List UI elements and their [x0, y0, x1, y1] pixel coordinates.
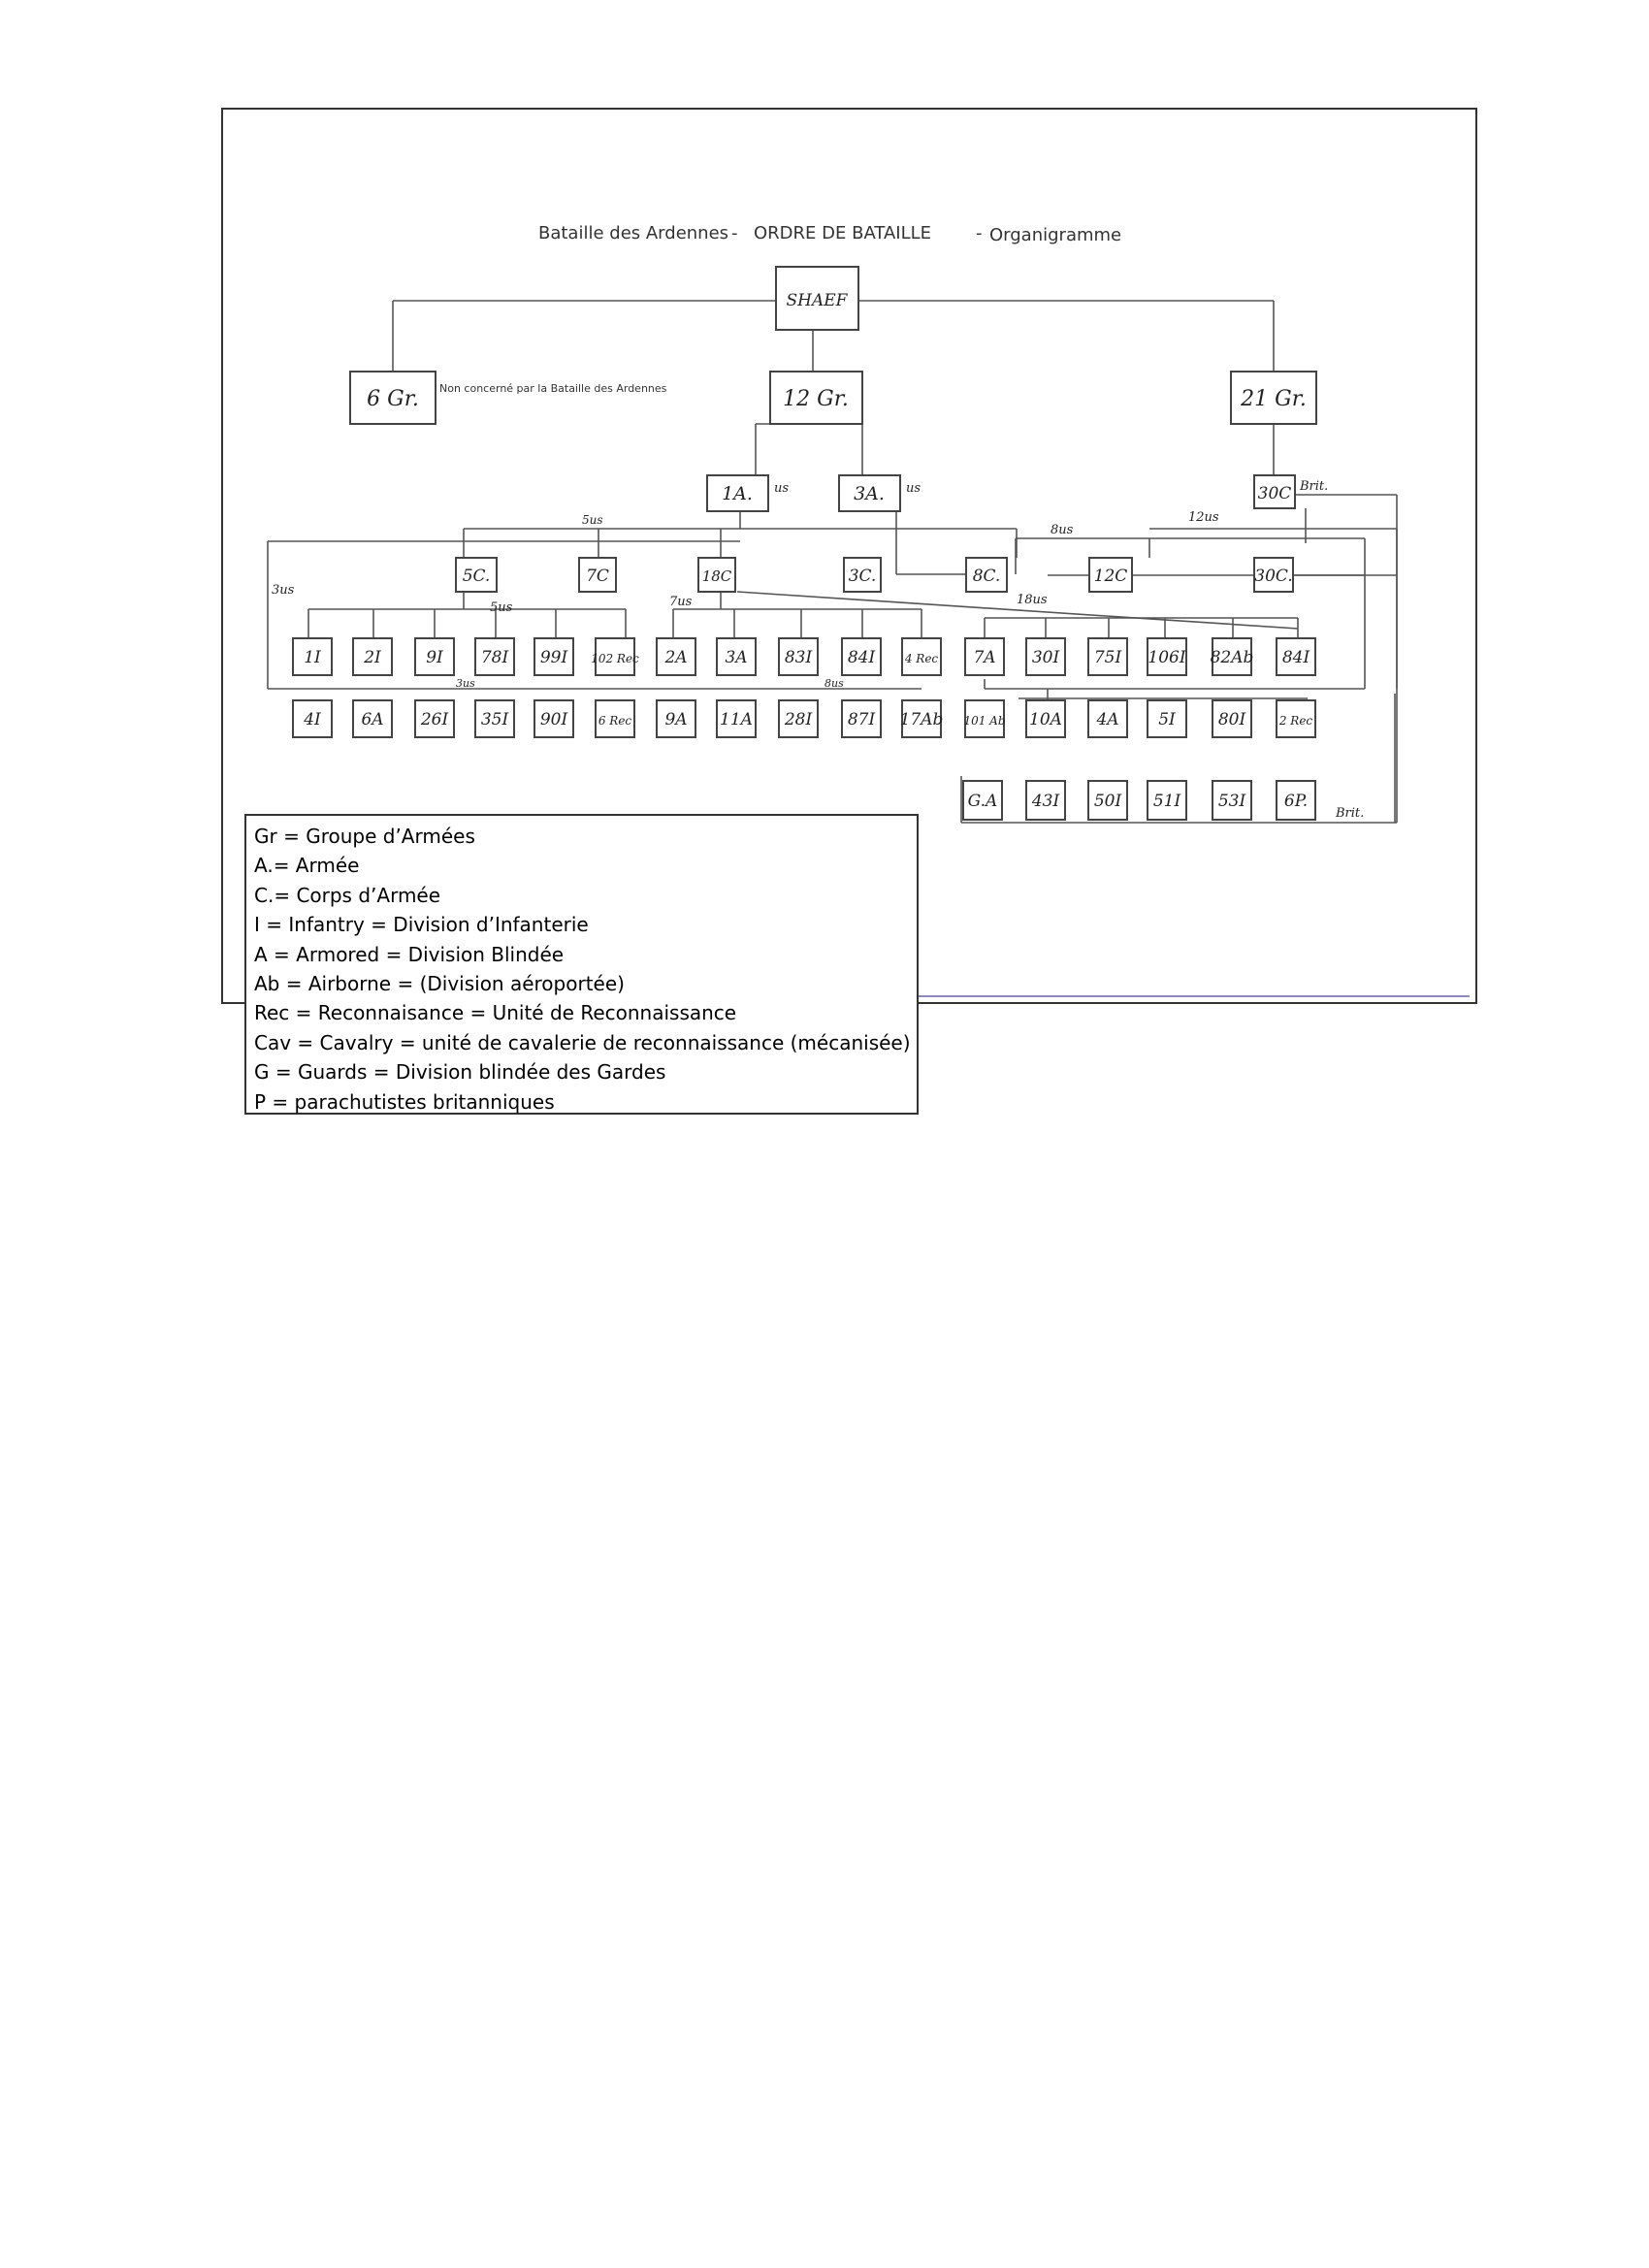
division-label: 7A: [973, 648, 996, 667]
division-node: [779, 700, 818, 737]
node-3c: [844, 558, 881, 592]
division-node: [293, 638, 332, 675]
node-7c-label: 7C: [586, 567, 609, 586]
division-label: 90I: [539, 710, 568, 729]
node-30c: [1254, 558, 1293, 592]
node-8c-label: 8C.: [972, 567, 1001, 586]
division-node: [1026, 781, 1065, 820]
division-node: [415, 638, 454, 675]
division-node: [534, 638, 573, 675]
division-node: [1148, 781, 1186, 820]
division-node: [1212, 700, 1251, 737]
annotation-us-3a: us: [906, 481, 922, 496]
division-label: 51I: [1152, 792, 1181, 811]
division-label: 26I: [420, 710, 449, 729]
node-1a-label: 1A.: [722, 483, 753, 504]
division-node: [534, 700, 573, 737]
division-label: 2I: [364, 648, 381, 667]
note-6-gr: Non concerné par la Bataille des Ardennes: [439, 382, 667, 395]
division-label: 4I: [304, 710, 321, 729]
division-node: [1212, 781, 1251, 820]
title-separator-2: -: [976, 223, 983, 243]
division-node: [657, 700, 695, 737]
division-label: 4A: [1096, 710, 1119, 729]
division-node: [1277, 700, 1315, 737]
division-label: 84I: [847, 648, 876, 667]
division-label: 84I: [1281, 648, 1310, 667]
node-5c: [456, 558, 497, 592]
node-12-gr: [770, 372, 862, 424]
division-label: 17Ab: [899, 710, 944, 729]
division-label: 53I: [1217, 792, 1246, 811]
division-node: [591, 638, 639, 675]
node-7c: [579, 558, 616, 592]
division-label: 6P.: [1283, 792, 1309, 811]
division-node: [965, 638, 1004, 675]
node-30c-label: 30C.: [1254, 567, 1293, 586]
node-3c-label: 3C.: [848, 567, 877, 586]
division-label: 3A: [725, 648, 748, 667]
division-node: [1088, 781, 1127, 820]
division-label: 101 Ab: [963, 714, 1006, 728]
node-3a: [839, 475, 900, 511]
division-label: 78I: [480, 648, 509, 667]
division-node: [1026, 638, 1065, 675]
division-label: 28I: [784, 710, 813, 729]
node-30c-top-label: 30C: [1257, 484, 1292, 503]
legend-item-rec: Rec = Reconnaisance = Unité de Reconnaissance: [254, 1001, 737, 1025]
legend-item-a-armored: A = Armored = Division Blindée: [254, 942, 565, 966]
division-node: [842, 700, 881, 737]
title-part-2: ORDRE DE BATAILLE: [754, 223, 932, 243]
annotation-us-1a: us: [774, 481, 790, 496]
division-node: [779, 638, 818, 675]
division-node: [1277, 638, 1315, 675]
division-node: [902, 638, 941, 675]
division-node: [963, 781, 1002, 820]
division-label: 2A: [664, 648, 688, 667]
division-node: [353, 700, 392, 737]
node-18c-label: 18C: [701, 567, 732, 585]
division-node: [1211, 638, 1254, 675]
node-6-gr: [350, 372, 436, 424]
division-row-3: [963, 781, 1315, 820]
node-30c-top: [1254, 475, 1295, 508]
division-node: [963, 700, 1005, 737]
legend-item-a-armee: A.= Armée: [254, 854, 360, 878]
legend-item-g: G = Guards = Division blindée des Gardes: [254, 1060, 666, 1085]
annotation-3us-left: 3us: [272, 583, 295, 598]
annotation-12us: 12us: [1188, 510, 1219, 525]
node-1a: [707, 475, 768, 511]
title-part-1: Bataille des Ardennes: [538, 223, 729, 243]
division-label: 6 Rec: [598, 714, 632, 728]
division-label: 82Ab: [1210, 648, 1254, 667]
division-node: [1088, 700, 1127, 737]
division-label: 1I: [304, 648, 321, 667]
node-shaef: [776, 267, 858, 330]
division-node: [1148, 638, 1186, 675]
division-label: 83I: [784, 648, 813, 667]
division-label: 43I: [1031, 792, 1060, 811]
division-node: [293, 700, 332, 737]
legend-item-i: I = Infantry = Division d’Infanterie: [254, 913, 589, 937]
title-part-3: Organigramme: [989, 225, 1122, 245]
division-label: 106I: [1148, 648, 1186, 667]
node-5c-label: 5C.: [462, 567, 491, 586]
node-shaef-label: SHAEF: [786, 291, 848, 310]
legend-item-p: P = parachutistes britanniques: [254, 1089, 555, 1114]
division-node: [1148, 700, 1186, 737]
division-label: 2 Rec: [1278, 714, 1313, 728]
legend-item-ab: Ab = Airborne = (Division aéroportée): [254, 972, 625, 996]
node-8c: [966, 558, 1007, 592]
division-node: [842, 638, 881, 675]
division-node: [717, 638, 756, 675]
division-label: 80I: [1217, 710, 1246, 729]
annotation-3us-bottom: 3us: [456, 677, 475, 690]
node-21-gr-label: 21 Gr.: [1241, 387, 1307, 411]
division-label: 75I: [1093, 648, 1122, 667]
node-6-gr-label: 6 Gr.: [367, 387, 419, 411]
division-row-2: [293, 700, 1315, 737]
division-node: [717, 700, 756, 737]
division-node: [657, 638, 695, 675]
annotation-brit-bottom: Brit.: [1336, 806, 1365, 821]
legend-item-gr: Gr = Groupe d’Armées: [254, 825, 475, 848]
node-18c: [698, 558, 735, 592]
legend-box: [244, 814, 919, 1115]
division-node: [415, 700, 454, 737]
division-label: 35I: [480, 710, 509, 729]
legend-item-cav: Cav = Cavalry = unité de cavalerie de reconnaissance (mécanisée): [254, 1030, 911, 1054]
division-label: 5I: [1158, 710, 1176, 729]
node-12c-label: 12C: [1093, 567, 1128, 586]
annotation-18us: 18us: [1017, 593, 1048, 607]
division-label: 4 Rec: [904, 652, 939, 665]
annotation-brit-top: Brit.: [1300, 479, 1329, 494]
annotation-5us-top: 5us: [582, 513, 603, 527]
node-12-gr-label: 12 Gr.: [783, 387, 849, 411]
node-21-gr: [1231, 372, 1316, 424]
division-node: [596, 700, 634, 737]
division-node: [1026, 700, 1065, 737]
division-row-1: [293, 638, 1315, 675]
node-3a-label: 3A.: [854, 483, 885, 504]
division-node: [475, 700, 514, 737]
division-label: 10A: [1029, 710, 1062, 729]
annotation-8us: 8us: [1051, 523, 1074, 537]
division-node: [475, 638, 514, 675]
division-node: [900, 700, 944, 737]
division-node: [1277, 781, 1315, 820]
annotation-7us: 7us: [669, 595, 693, 609]
division-label: 9A: [664, 710, 688, 729]
division-label: 30I: [1031, 648, 1060, 667]
division-label: 6A: [361, 710, 384, 729]
node-12c: [1089, 558, 1132, 592]
division-label: 99I: [539, 648, 568, 667]
division-label: G.A: [967, 792, 998, 811]
division-label: 102 Rec: [591, 652, 639, 665]
division-label: 9I: [426, 648, 443, 667]
annotation-5us-mid: 5us: [490, 600, 513, 615]
legend-item-c: C.= Corps d’Armée: [254, 883, 441, 907]
title-separator-1: -: [731, 223, 738, 243]
division-node: [1088, 638, 1127, 675]
division-label: 87I: [847, 710, 876, 729]
division-label: 11A: [720, 710, 753, 729]
division-node: [353, 638, 392, 675]
division-label: 50I: [1093, 792, 1122, 811]
annotation-8us-bottom: 8us: [824, 677, 844, 690]
